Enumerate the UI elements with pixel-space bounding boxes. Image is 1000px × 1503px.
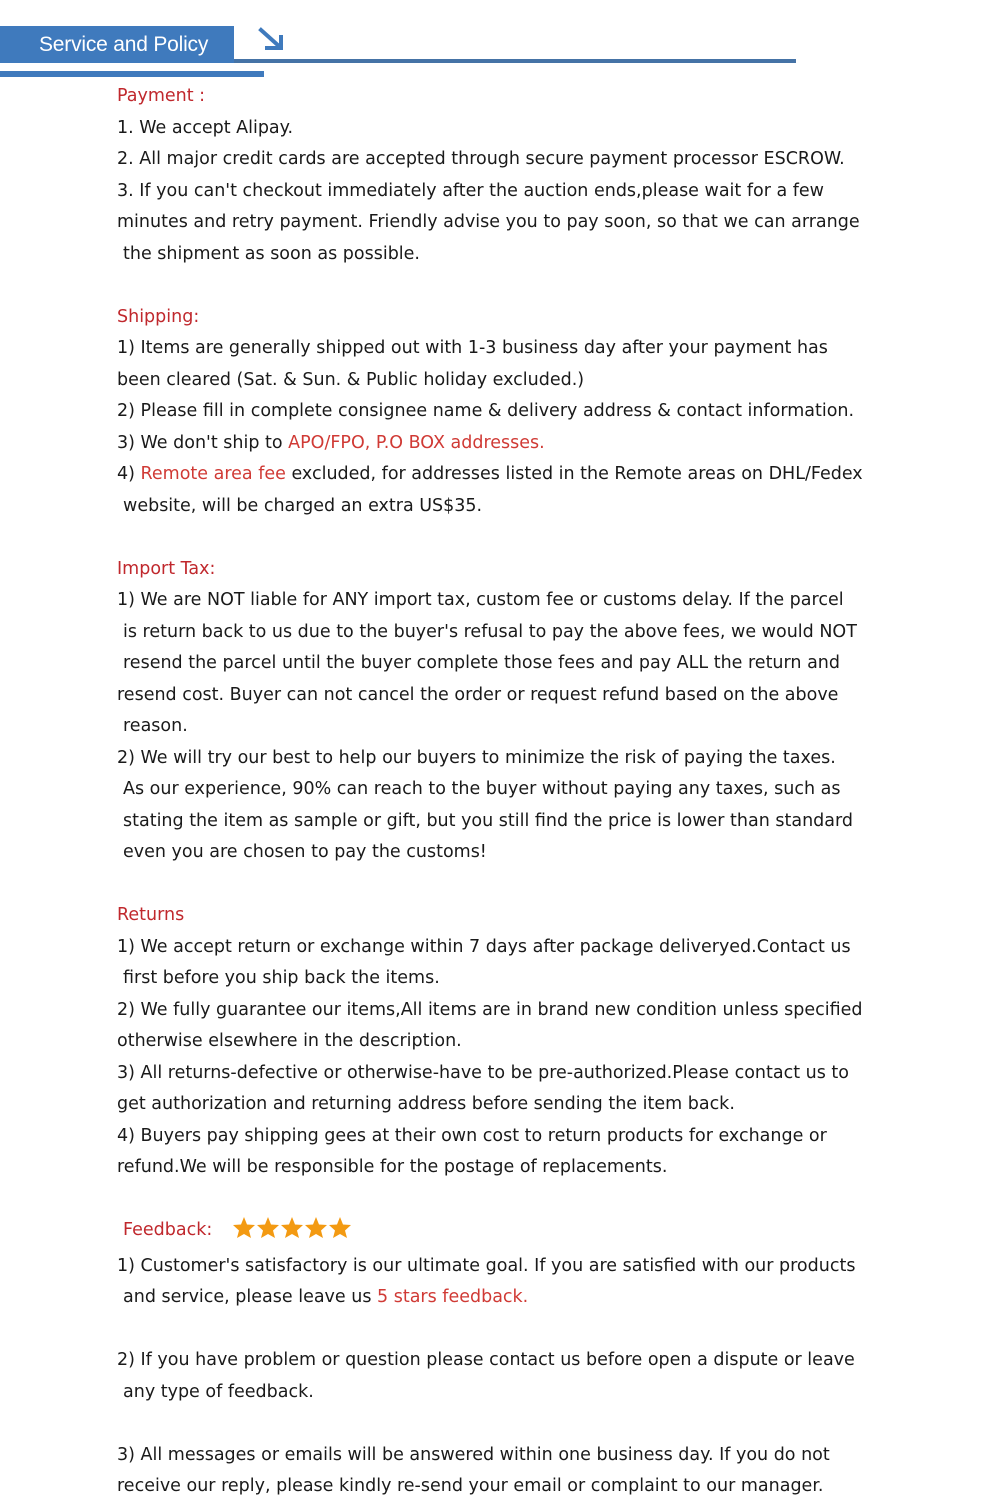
import-tax-line: is return back to us due to the buyer's refusal to pay the above fees, we would NOT (123, 621, 857, 642)
shipping-highlight: Remote area fee (140, 464, 286, 484)
import-tax-line: reason. (123, 716, 188, 736)
returns-line: otherwise elsewhere in the description. (117, 1031, 462, 1051)
import-tax-line: resend the parcel until the buyer complete those fees and pay ALL the return and (123, 653, 840, 673)
payment-line: 3. If you can't checkout immediately after the auction ends,please wait for a few (117, 180, 824, 201)
returns-line: get authorization and returning address before sending the item back. (117, 1094, 735, 1114)
returns-line: 3) All returns-defective or otherwise-have to be pre-authorized.Please contact us to (117, 1062, 849, 1083)
import-tax-heading: Import Tax: (117, 558, 216, 579)
page-title: Service and Policy (39, 33, 209, 56)
returns-line: refund.We will be responsible for the postage of replacements. (117, 1157, 668, 1177)
returns-line: 1) We accept return or exchange within 7 days after package deliveryed.Contact us (117, 936, 851, 957)
returns-line: first before you ship back the items. (123, 968, 440, 988)
import-tax-line: even you are chosen to pay the customs! (123, 842, 487, 862)
import-tax-line: resend cost. Buyer can not cancel the order or request refund based on the above (117, 684, 839, 705)
shipping-line (117, 459, 907, 491)
payment-heading: Payment : (117, 86, 206, 106)
policy-content (117, 81, 907, 1503)
shipping-line (117, 428, 907, 460)
returns-line: 4) Buyers pay shipping gees at their own cost to return products for exchange or (117, 1125, 827, 1146)
shipping-highlight: APO/FPO, P.O BOX addresses. (288, 432, 545, 453)
shipping-heading: Shipping: (117, 306, 200, 327)
payment-line: minutes and retry payment. Friendly advise you to pay soon, so that we can arrange (117, 212, 860, 232)
shipping-line: been cleared (Sat. & Sun. & Public holiday excluded.) (117, 369, 585, 390)
star-icon (280, 1216, 304, 1239)
payment-line: 2. All major credit cards are accepted through secure payment processor ESCROW. (117, 149, 845, 169)
feedback-section (117, 1215, 907, 1503)
shipping-text: 3) We don't ship to (117, 432, 289, 453)
shipping-text: 4) (117, 464, 141, 484)
arrow-down-right-icon (256, 27, 286, 53)
returns-line: 2) We fully guarantee our items,All items are in brand new condition unless specified (117, 999, 863, 1020)
import-tax-line: 2) We will try our best to help our buyers to minimize the risk of paying the taxes. (117, 747, 836, 768)
import-tax-line: 1) We are NOT liable for ANY import tax, custom fee or customs delay. If the parcel (117, 590, 844, 610)
header-underline (0, 71, 264, 77)
star-icon (328, 1216, 352, 1239)
star-icon (256, 1216, 280, 1239)
shipping-line: website, will be charged an extra US$35. (123, 495, 483, 516)
feedback-line: 3) All messages or emails will be answered within one business day. If you do not (117, 1444, 830, 1465)
returns-section (117, 900, 907, 1184)
feedback-line (117, 1282, 907, 1314)
feedback-highlight: 5 stars feedback. (377, 1287, 529, 1307)
payment-line: 1. We accept Alipay. (117, 117, 294, 138)
feedback-heading: Feedback: (123, 1220, 213, 1240)
feedback-line: 1) Customer's satisfactory is our ultimate goal. If you are satisfied with our products (117, 1255, 856, 1276)
star-icon (304, 1216, 328, 1239)
returns-heading: Returns (117, 905, 185, 925)
feedback-text: and service, please leave us (123, 1287, 378, 1307)
header-divider (234, 59, 796, 63)
shipping-line: 2) Please fill in complete consignee name & delivery address & contact information. (117, 401, 855, 421)
shipping-section (117, 302, 907, 523)
feedback-heading-row (117, 1215, 907, 1251)
import-tax-line: As our experience, 90% can reach to the buyer without paying any taxes, such as (123, 779, 841, 799)
feedback-line: receive our reply, please kindly re-send your email or complaint to our manager. (117, 1476, 824, 1496)
import-tax-section (117, 554, 907, 869)
shipping-text: excluded, for addresses listed in the Remote areas on DHL/Fedex (285, 464, 863, 484)
import-tax-line: stating the item as sample or gift, but you still find the price is lower than standard (123, 810, 853, 831)
star-icon (232, 1216, 256, 1239)
payment-section (117, 81, 907, 270)
feedback-line: 2) If you have problem or question please contact us before open a dispute or leave (117, 1350, 855, 1370)
feedback-line: any type of feedback. (123, 1381, 314, 1402)
five-star-rating (232, 1216, 352, 1251)
payment-line: the shipment as soon as possible. (123, 243, 420, 264)
shipping-line: 1) Items are generally shipped out with 1-3 business day after your payment has (117, 338, 828, 358)
